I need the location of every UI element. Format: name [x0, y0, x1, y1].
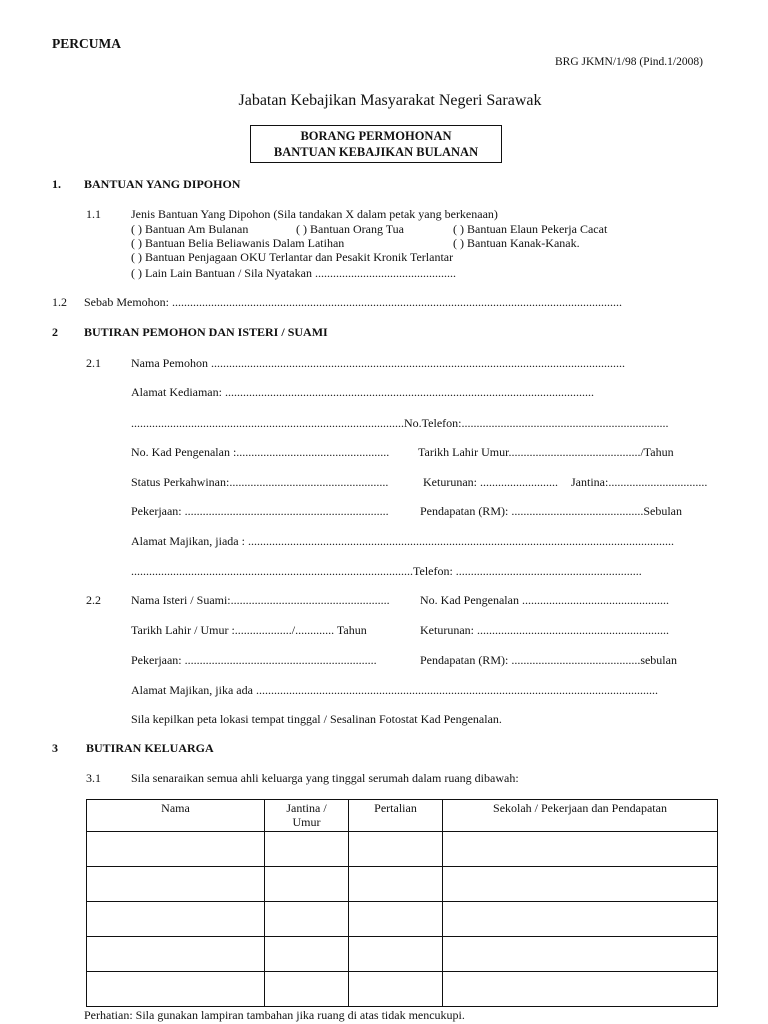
table-cell[interactable]	[349, 832, 443, 867]
section1-number: 1.	[52, 177, 61, 191]
section3-title: BUTIRAN KELUARGA	[86, 741, 214, 755]
spouse-dob-field[interactable]: Tarikh Lahir / Umur :.................../............. Tahun	[131, 623, 367, 637]
table-cell[interactable]	[87, 867, 265, 902]
marital-status-field[interactable]: Status Perkahwinan:.....................................................	[131, 475, 389, 489]
form-title-box	[250, 125, 502, 163]
table-cell[interactable]	[349, 972, 443, 1007]
column-header-name: Nama	[87, 800, 265, 832]
table-row	[87, 972, 718, 1007]
item-2-1-number: 2.1	[86, 356, 101, 370]
column-header-school-occupation: Sekolah / Pekerjaan dan Pendapatan	[443, 800, 718, 832]
table-header-row	[87, 800, 718, 832]
table-row	[87, 867, 718, 902]
spouse-descent-field[interactable]: Keturunan: ................................................................	[420, 623, 669, 637]
table-cell[interactable]	[443, 972, 718, 1007]
checkbox-bracket: (	[453, 222, 457, 236]
item-1-1-number: 1.1	[86, 207, 101, 221]
checkbox-bracket: (	[131, 250, 135, 264]
table-cell[interactable]	[265, 972, 349, 1007]
family-table	[86, 799, 718, 1007]
table-cell[interactable]	[87, 902, 265, 937]
department-heading: Jabatan Kebajikan Masyarakat Negeri Sarawak	[238, 92, 542, 109]
attachment-note: Sila kepilkan peta lokasi tempat tinggal / Sesalinan Fotostat Kad Pengenalan.	[131, 712, 502, 726]
section1-title: BANTUAN YANG DIPOHON	[84, 177, 241, 191]
spouse-income-field[interactable]: Pendapatan (RM): ...........................................sebulan	[420, 653, 677, 667]
form-title-line1: BORANG PERMOHONAN	[300, 129, 452, 143]
table-cell[interactable]	[443, 937, 718, 972]
occupation-field[interactable]: Pekerjaan: ....................................................................	[131, 504, 389, 518]
spouse-name-field[interactable]: Nama Isteri / Suami:.....................................................	[131, 593, 390, 607]
table-cell[interactable]	[349, 937, 443, 972]
item-1-2-number: 1.2	[52, 295, 67, 309]
section2-number: 2	[52, 325, 58, 339]
section2-title: BUTIRAN PEMOHON DAN ISTERI / SUAMI	[84, 325, 328, 339]
table-row	[87, 937, 718, 972]
table-cell[interactable]	[443, 832, 718, 867]
option-label: ) Bantuan Elaun Pekerja Cacat	[460, 222, 608, 236]
table-cell[interactable]	[87, 832, 265, 867]
checkbox-bracket: (	[453, 236, 457, 250]
table-cell[interactable]	[265, 867, 349, 902]
table-cell[interactable]	[349, 902, 443, 937]
applicant-name-field[interactable]: Nama Pemohon ..........................................................................................................................................	[131, 356, 625, 370]
form-code: BRG JKMN/1/98 (Pind.1/2008)	[555, 56, 703, 68]
table-row	[87, 832, 718, 867]
item-3-1-number: 3.1	[86, 771, 101, 785]
section3-number: 3	[52, 741, 58, 755]
option-label: ) Bantuan Belia Beliawanis Dalam Latihan	[138, 236, 345, 250]
item-3-1-text: Sila senaraikan semua ahli keluarga yang tinggal serumah dalam ruang dibawah:	[131, 771, 519, 785]
table-cell[interactable]	[87, 972, 265, 1007]
ic-number-field[interactable]: No. Kad Pengenalan :...................................................	[131, 445, 390, 459]
checkbox-bracket: (	[131, 236, 135, 250]
option-label: ) Lain Lain Bantuan / Sila Nyatakan ...............................................	[138, 266, 456, 280]
descent-field[interactable]: Keturunan: ..........................	[423, 475, 558, 489]
dob-age-field[interactable]: Tarikh Lahir Umur............................................/Tahun	[418, 445, 674, 459]
table-footnote: Perhatian: Sila gunakan lampiran tambahan jika ruang di atas tidak mencukupi.	[84, 1008, 465, 1022]
gender-field[interactable]: Jantina:.................................	[571, 475, 708, 489]
checkbox-bracket: (	[131, 222, 135, 236]
form-title-line2: BANTUAN KEBAJIKAN BULANAN	[273, 145, 479, 159]
table-cell[interactable]	[265, 937, 349, 972]
option-label: ) Bantuan Penjagaan OKU Terlantar dan Pesakit Kronik Terlantar	[138, 250, 454, 264]
address-phone-field[interactable]: ...........................................................................................No.Telefon:.....................................................................	[131, 416, 669, 430]
table-cell[interactable]	[87, 937, 265, 972]
column-header-relationship: Pertalian	[349, 800, 443, 832]
item-2-2-number: 2.2	[86, 593, 101, 607]
employer-phone-field[interactable]: ..............................................................................................Telefon: ..............................................................	[131, 564, 642, 578]
option-label: ) Bantuan Kanak-Kanak.	[460, 236, 580, 250]
table-cell[interactable]	[265, 902, 349, 937]
spouse-occupation-field[interactable]: Pekerjaan: ................................................................	[131, 653, 377, 667]
spouse-ic-field[interactable]: No. Kad Pengenalan .................................................	[420, 593, 669, 607]
table-cell[interactable]	[443, 867, 718, 902]
option-label: ) Bantuan Orang Tua	[303, 222, 404, 236]
table-cell[interactable]	[349, 867, 443, 902]
item-1-1-text: Jenis Bantuan Yang Dipohon (Sila tandakan X dalam petak yang berkenaan)	[131, 207, 498, 221]
free-label: PERCUMA	[52, 36, 121, 51]
table-cell[interactable]	[265, 832, 349, 867]
income-field[interactable]: Pendapatan (RM): ............................................Sebulan	[420, 504, 682, 518]
checkbox-bracket: (	[131, 266, 135, 280]
table-cell[interactable]	[443, 902, 718, 937]
employer-address-field[interactable]: Alamat Majikan, jiada : ..............................................................................................................................................	[131, 534, 674, 548]
reason-field[interactable]: Sebab Memohon: ......................................................................................................................................................	[84, 295, 622, 309]
table-row	[87, 902, 718, 937]
checkbox-bracket: (	[296, 222, 300, 236]
address-field[interactable]: Alamat Kediaman: ...........................................................................................................................	[131, 385, 594, 399]
column-header-gender-age: Jantina / Umur	[265, 800, 349, 832]
spouse-employer-field[interactable]: Alamat Majikan, jika ada ......................................................................................................................................	[131, 683, 658, 697]
option-label: ) Bantuan Am Bulanan	[138, 222, 249, 236]
